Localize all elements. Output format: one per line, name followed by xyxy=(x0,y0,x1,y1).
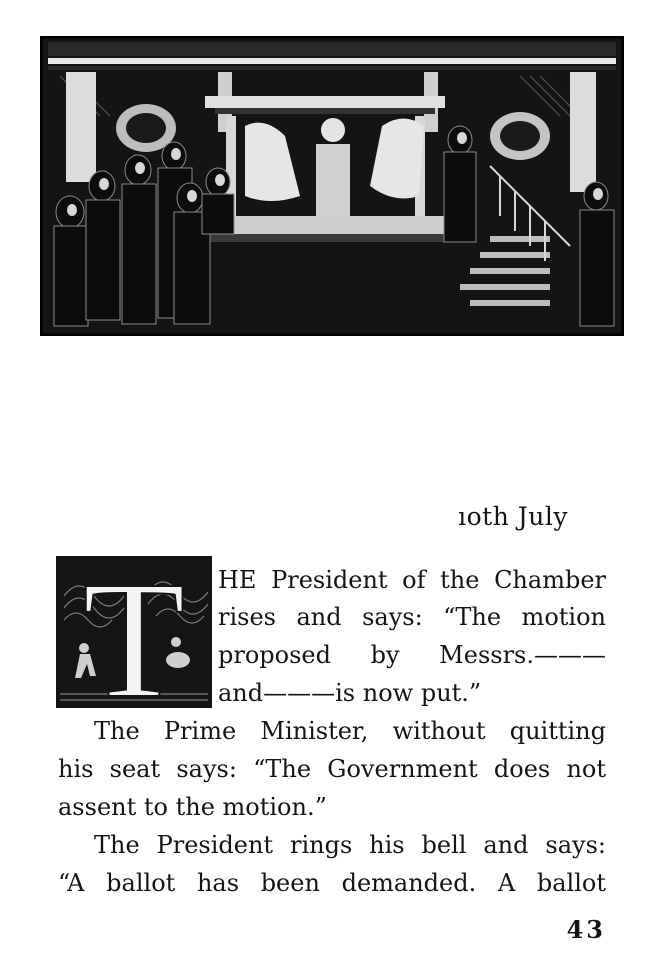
date-heading: ıoth July xyxy=(458,502,568,531)
text-line: rises and says: “The motion xyxy=(218,603,606,631)
text-line: The Prime Minister, without quitting xyxy=(94,717,606,745)
chamber-woodcut-illustration xyxy=(40,36,624,336)
text-line: assent to the motion.” xyxy=(58,793,327,821)
drop-cap-letter: T xyxy=(82,556,186,708)
text-line: his seat says: “The Government does not xyxy=(58,755,606,783)
page-number: 43 xyxy=(566,915,606,944)
text-line: HE President of the Chamber xyxy=(218,566,606,594)
decorated-drop-cap xyxy=(56,556,212,708)
text-line: and———is now put.” xyxy=(218,679,482,707)
text-line: proposed by Messrs.——— xyxy=(218,641,606,669)
text-line: “A ballot has been demanded. A ballot xyxy=(58,869,606,897)
text-line: The President rings his bell and says: xyxy=(94,831,606,859)
